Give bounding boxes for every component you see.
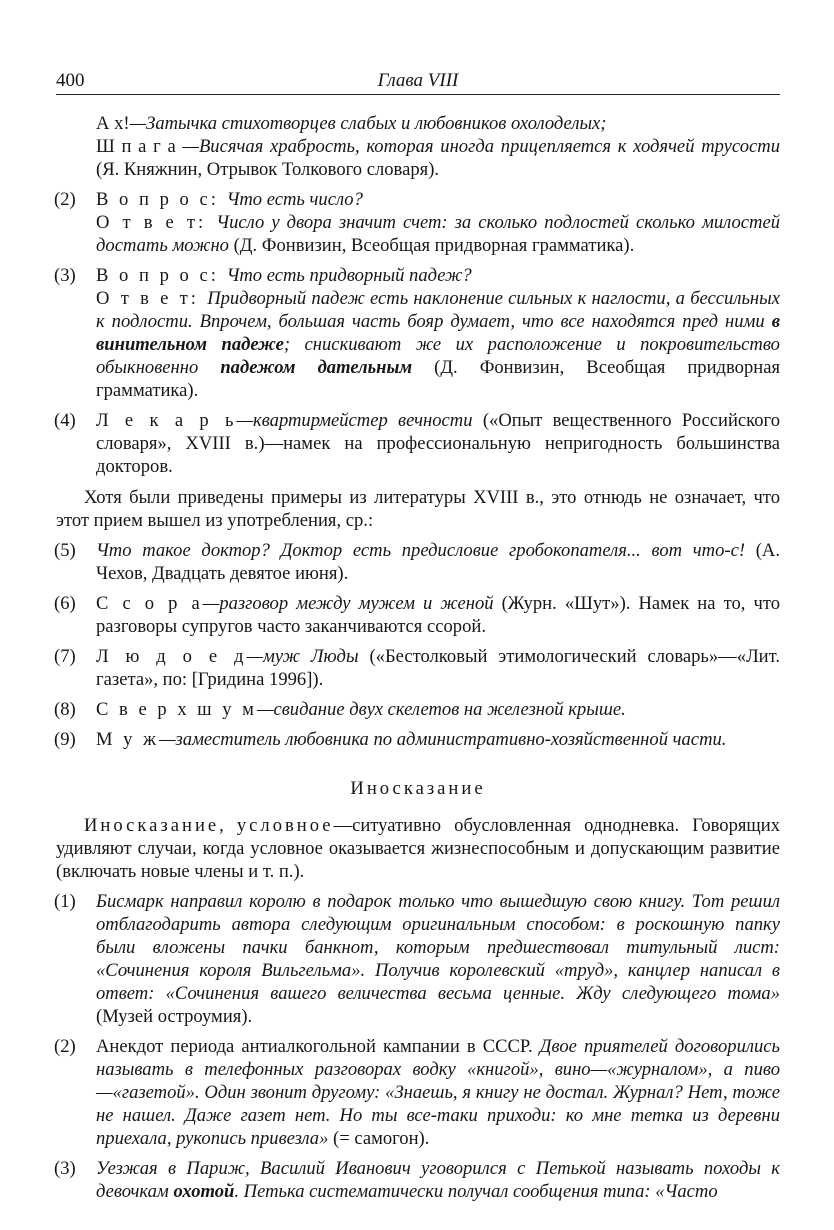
example-number: (5)	[54, 540, 76, 561]
example-9: (9) М у ж—заместитель любовника по административно-хозяйственной части.	[54, 729, 727, 750]
example-number: (9)	[54, 729, 76, 750]
section-intro: Иносказание, условное—ситуативно обусловленная однодневка. Говорящих удивляют случаи, когда условное оказывается жизнеспособным и допускающим развитие (включать новые члены и т. п.).	[56, 815, 780, 882]
paragraph-transition: Хотя были приведены примеры из литературы XVIII в., это отнюдь не означает, что этот прием вышел из употребления, ср.:	[56, 487, 780, 531]
example-number: (6)	[54, 593, 76, 614]
example-5: (5) Что такое доктор? Доктор есть предисловие гробокопателя... вот что-с! (А. Чехов, Двадцать девятое июня).	[54, 540, 780, 584]
section-heading: Иносказание	[350, 778, 486, 799]
example-number: (4)	[54, 410, 76, 431]
page-header	[56, 64, 780, 96]
page-body	[56, 112, 780, 1203]
page-number: 400	[56, 70, 85, 91]
example-3: (3) В о п р о с: Что есть придворный падеж? О т в е т: Придворный падеж есть наклонение сильных к наглости, а бессильных к подлости. Впрочем, большая часть бояр думает, что все находятся пред ними в винительном падеже; снискивают же их расположение и покровительство обыкновенно падежом дательным (Д. Фонвизин, Всеобщая придворная грамматика).	[54, 265, 780, 401]
example-number: (1)	[54, 891, 76, 912]
example-7: (7) Л ю д о е д—муж Люды («Бестолковый этимологический словарь»—«Лит. газета», по: [Гридина 1996]).	[54, 646, 781, 690]
chapter-title: Глава VIII	[377, 70, 459, 91]
example-number: (2)	[54, 1036, 76, 1057]
section-example-2: (2) Анекдот периода антиалкогольной кампании в СССР. Двое приятелей договорились называть в телефонных разговорах водку «книгой», вино—«журналом», а пиво—«газетой». Один звонит другому: «Знаешь, я книгу не достал. Журнал? Нет, тоже не нашел. Даже газет нет. Но ты все-таки приходи: ко мне тетка из деревни приехала, рукопись привезла» (= самогон).	[54, 1036, 780, 1149]
section-example-1: (1) Бисмарк направил королю в подарок только что вышедшую свою книгу. Тот решил отблагодарить автора следующим оригинальным способом: в роскошную папку были вложены пачки банкнот, которым предшествовал титульный лист: «Сочинения короля Вильгельма». Получив королевский «труд», канцлер написал в ответ: «Сочинения вашего величества весьма ценные. Жду следующего тома» (Музей остроумия).	[54, 891, 780, 1027]
example-8: (8) С в е р х ш у м—свидание двух скелетов на железной крыше.	[54, 699, 626, 720]
example-number: (2)	[54, 189, 76, 210]
example-2: (2) В о п р о с: Что есть число? О т в е т: Число у двора значит счет: за сколько подлостей сколько милостей достать можно (Д. Фонвизин, Всеобщая придворная грамматика).	[54, 189, 780, 256]
example-6: (6) С с о р а—разговор между мужем и женой (Журн. «Шут»). Намек на то, что разговоры супругов часто заканчиваются ссорой.	[54, 593, 780, 637]
example-number: (3)	[54, 1158, 76, 1179]
section-example-3: (3) Уезжая в Париж, Василий Иванович уговорился с Петькой называть походы к девочкам охотой. Петька систематически получал сообщения типа: «Часто	[54, 1158, 780, 1202]
entry-ah: А х!—Затычка стихотворцев слабых и любовников охолоделых;	[96, 113, 607, 134]
example-4: (4) Л е к а р ь—квартирмейстер вечности («Опыт вещественного Российского словаря», XVIII в.)—намек на профессиональную непригодность большинства докторов.	[54, 410, 780, 477]
header-rule	[56, 94, 780, 95]
example-number: (3)	[54, 265, 76, 286]
example-number: (7)	[54, 646, 76, 667]
entry-shpaga: Ш п а г а —Висячая храбрость, которая иногда прицепляется к ходячей трусости (Я. Княжнин, Отрывок Толкового словаря).	[96, 136, 780, 180]
example-number: (8)	[54, 699, 76, 720]
